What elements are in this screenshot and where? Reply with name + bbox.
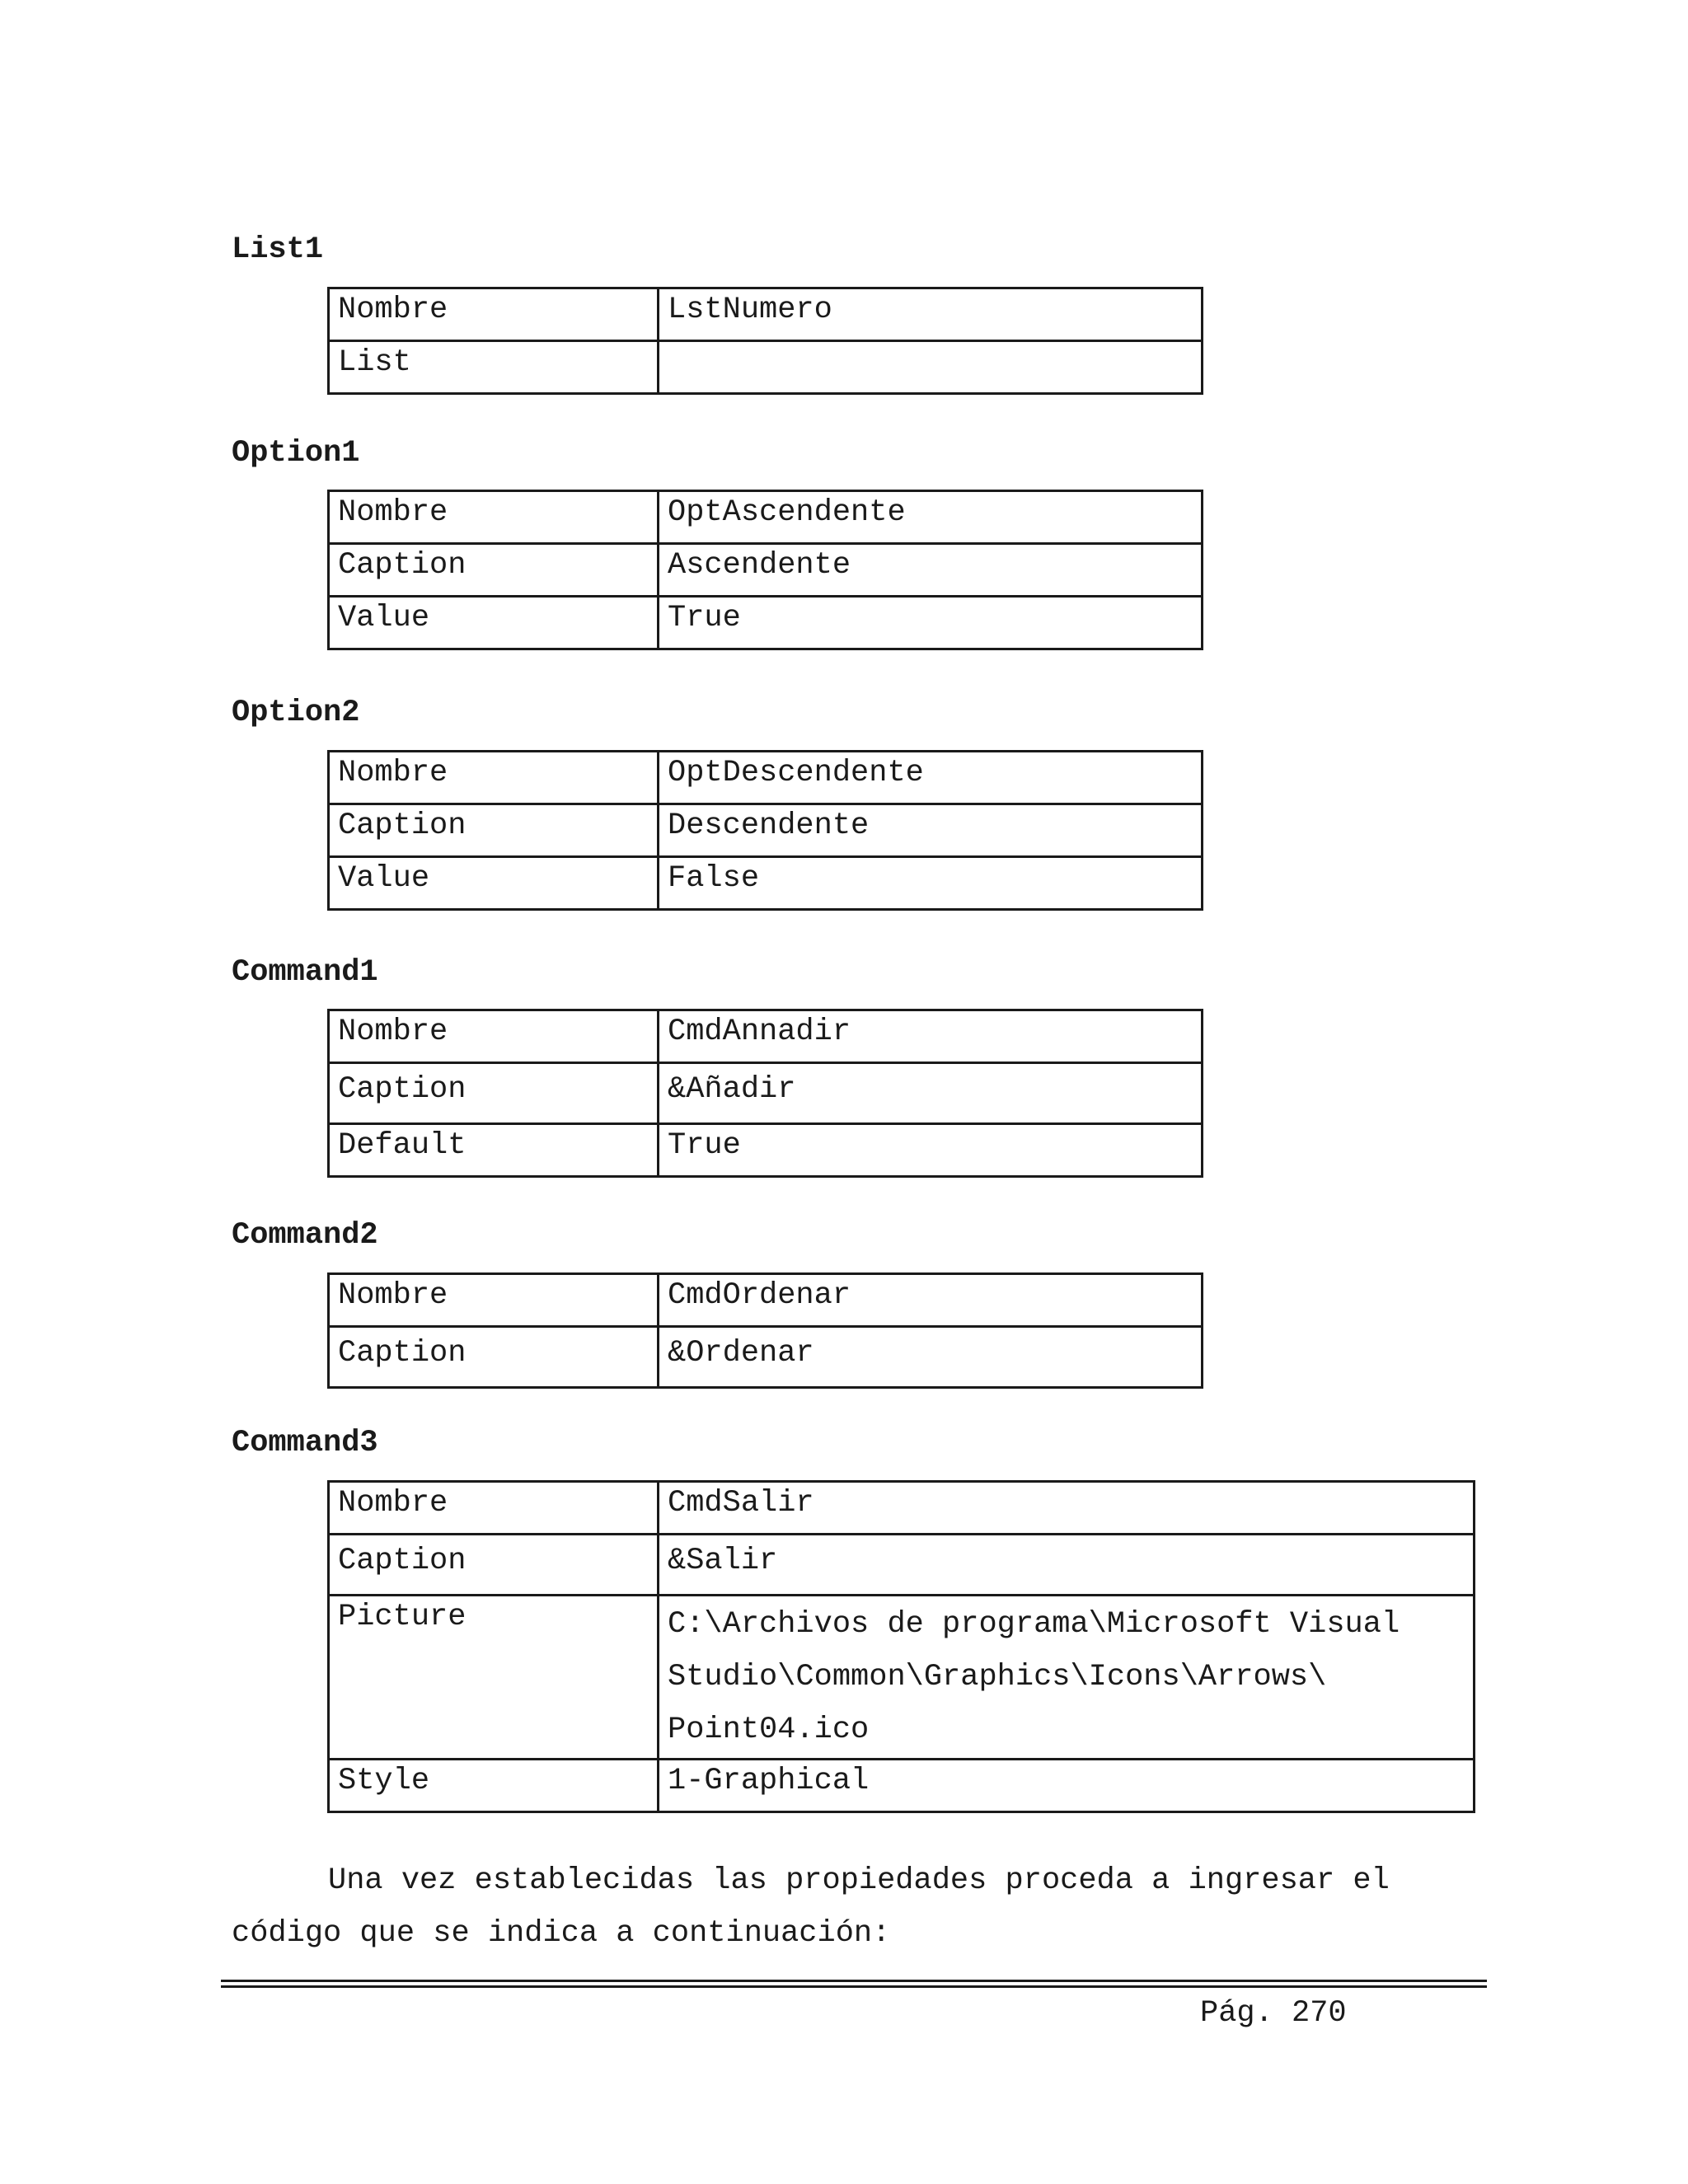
section-title-command2: Command2 bbox=[232, 1218, 378, 1253]
property-value: &Ordenar bbox=[659, 1327, 1203, 1388]
section-title-list1: List1 bbox=[232, 232, 324, 267]
property-value: CmdOrdenar bbox=[659, 1274, 1203, 1327]
table-row bbox=[329, 1124, 1203, 1177]
property-value: True bbox=[659, 1124, 1203, 1177]
page-number: Pág. 270 bbox=[1200, 1996, 1347, 2031]
properties-table-list1 bbox=[327, 287, 1203, 395]
property-name: Nombre bbox=[329, 1482, 659, 1535]
section-title-option1: Option1 bbox=[232, 436, 360, 471]
properties-table-option2 bbox=[327, 750, 1203, 911]
property-value: &Salir bbox=[659, 1535, 1475, 1596]
property-name: Value bbox=[329, 597, 659, 649]
property-value: OptDescendente bbox=[659, 752, 1203, 804]
paragraph-line-1: Una vez establecidas las propiedades proceda a ingresar el bbox=[328, 1863, 1390, 1898]
property-value: LstNumero bbox=[659, 288, 1203, 341]
table-row bbox=[329, 491, 1203, 544]
property-value: False bbox=[659, 857, 1203, 910]
property-name: Caption bbox=[329, 1327, 659, 1388]
property-name: Nombre bbox=[329, 1010, 659, 1063]
property-value-line: Studio\Common\Graphics\Icons\Arrows\ bbox=[668, 1660, 1327, 1694]
body-paragraph bbox=[232, 1854, 1476, 1960]
property-name: Caption bbox=[329, 1535, 659, 1596]
table-row bbox=[329, 1482, 1475, 1535]
property-value: Descendente bbox=[659, 804, 1203, 857]
property-value: CmdAnnadir bbox=[659, 1010, 1203, 1063]
property-name: Nombre bbox=[329, 288, 659, 341]
properties-table-command2 bbox=[327, 1272, 1203, 1389]
footer-divider bbox=[221, 1985, 1487, 1988]
property-value bbox=[659, 341, 1203, 394]
property-name: Default bbox=[329, 1124, 659, 1177]
table-row bbox=[329, 597, 1203, 649]
property-value: Ascendente bbox=[659, 544, 1203, 597]
property-value: True bbox=[659, 597, 1203, 649]
table-row bbox=[329, 1760, 1475, 1812]
property-name: Nombre bbox=[329, 491, 659, 544]
footer-divider bbox=[221, 1980, 1487, 1982]
property-name: List bbox=[329, 341, 659, 394]
property-name: Value bbox=[329, 857, 659, 910]
property-value: 1-Graphical bbox=[659, 1760, 1475, 1812]
section-title-command3: Command3 bbox=[232, 1426, 378, 1460]
properties-table-command3 bbox=[327, 1480, 1475, 1813]
table-row bbox=[329, 1327, 1203, 1388]
table-row bbox=[329, 752, 1203, 804]
property-value-line: C:\Archivos de programa\Microsoft Visual bbox=[668, 1607, 1400, 1642]
properties-table-command1 bbox=[327, 1009, 1203, 1178]
table-row bbox=[329, 1274, 1203, 1327]
table-row bbox=[329, 804, 1203, 857]
properties-table-option1 bbox=[327, 490, 1203, 650]
property-name: Caption bbox=[329, 1063, 659, 1124]
table-row bbox=[329, 1063, 1203, 1124]
property-name: Caption bbox=[329, 544, 659, 597]
table-row bbox=[329, 1535, 1475, 1596]
property-value: CmdSalir bbox=[659, 1482, 1475, 1535]
section-title-option2: Option2 bbox=[232, 696, 360, 730]
section-title-command1: Command1 bbox=[232, 955, 378, 990]
table-row bbox=[329, 341, 1203, 394]
property-value-line: Point04.ico bbox=[668, 1713, 870, 1747]
table-row bbox=[329, 288, 1203, 341]
property-name: Caption bbox=[329, 804, 659, 857]
property-name: Nombre bbox=[329, 1274, 659, 1327]
table-row bbox=[329, 857, 1203, 910]
property-name: Style bbox=[329, 1760, 659, 1812]
table-row bbox=[329, 1010, 1203, 1063]
property-value: &Añadir bbox=[659, 1063, 1203, 1124]
table-row bbox=[329, 1596, 1475, 1760]
property-name: Nombre bbox=[329, 752, 659, 804]
property-name: Picture bbox=[329, 1596, 659, 1760]
table-row bbox=[329, 544, 1203, 597]
property-value: OptAscendente bbox=[659, 491, 1203, 544]
paragraph-line-2: código que se indica a continuación: bbox=[232, 1916, 891, 1951]
property-value bbox=[659, 1596, 1475, 1760]
